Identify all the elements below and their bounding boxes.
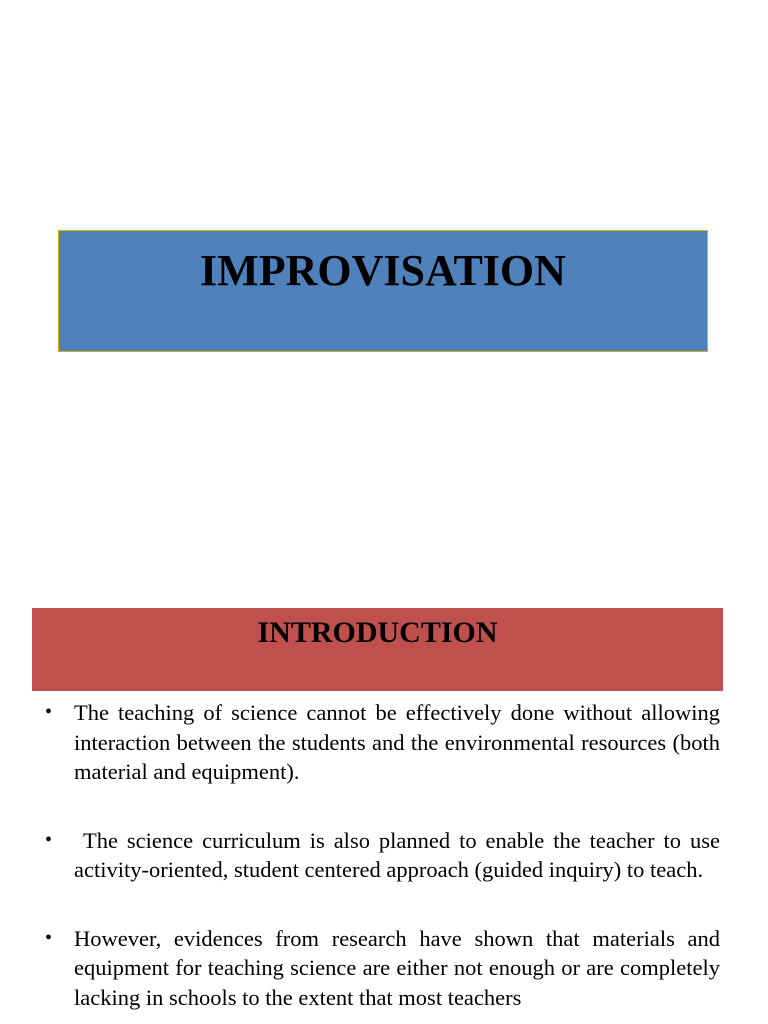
bullet-icon: • [45,701,53,723]
section-header [32,608,723,691]
bullet-text: The science curriculum is also planned to enable the teacher to use activity-oriented, student centered approach (guided inquiry) to teach. [74,827,726,882]
bullet-icon: • [45,926,53,949]
bullet-text: The teaching of science cannot be effectively done without allowing interaction between the students and the environmental resources (both material and equipment). [74,700,720,784]
list-item [45,924,720,1013]
bullet-text: However, evidences from research have shown that materials and equipment for teaching science are either not enough or are completely lacking in schools to the extent that most teachers [74,925,720,1010]
bullet-icon: • [45,828,53,851]
list-item [45,826,726,885]
title-box [58,230,708,352]
list-item [45,698,720,787]
section-title: INTRODUCTION [257,616,498,649]
bullet-list [0,698,768,1024]
slide-title: IMPROVISATION [200,246,566,295]
